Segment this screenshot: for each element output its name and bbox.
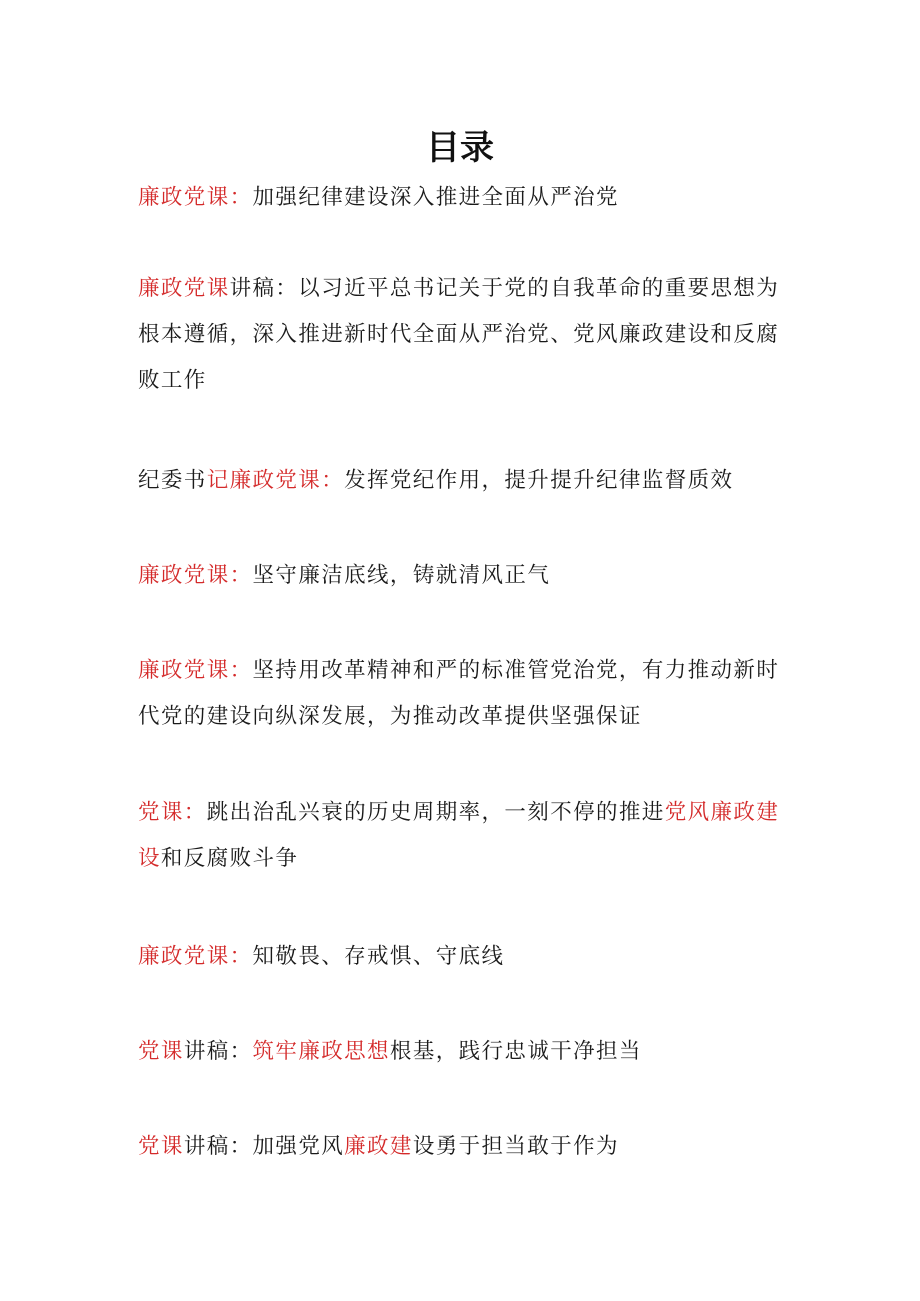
toc-entry-3-segment: 发挥党纪作用，提升提升纪律监督质效 xyxy=(344,468,734,493)
toc-entry-6[interactable] xyxy=(138,790,798,882)
toc-entry-9-segment: 廉政建 xyxy=(344,1134,413,1159)
toc-entry-1-segment: 廉政党课： xyxy=(138,185,253,210)
toc-entry-8-segment: 党课 xyxy=(138,1039,184,1064)
toc-entry-1-segment: 加强纪律建设深入推进全面从严治党 xyxy=(252,185,619,210)
toc-entry-4[interactable] xyxy=(138,553,798,599)
toc-entry-3-segment: 记廉政党课： xyxy=(206,468,345,493)
toc-entry-5-segment: 廉政党课： xyxy=(138,658,253,683)
toc-title: 目录 xyxy=(426,128,494,168)
toc-entry-7-segment: 知敬畏、存戒惧、守底线 xyxy=(252,944,505,969)
toc-entry-8-segment: 讲稿： xyxy=(183,1039,253,1064)
toc-entry-8[interactable] xyxy=(138,1029,798,1075)
toc-entry-9-segment: 讲稿：加强党风 xyxy=(183,1134,345,1159)
toc-entry-6-segment: 党风廉政建设 xyxy=(138,800,780,871)
toc-entry-9[interactable] xyxy=(138,1124,798,1170)
toc-entry-4-segment: 廉政党课： xyxy=(138,563,253,588)
toc-entry-6-segment: 党课： xyxy=(138,800,207,825)
toc-entry-6-segment: 和反腐败斗争 xyxy=(160,846,299,871)
toc-entry-1[interactable] xyxy=(138,175,798,221)
toc-entry-5[interactable] xyxy=(138,648,798,740)
toc-entry-2-segment: 讲稿：以习近平总书记关于党的自我革命的重要思想为根本遵循，深入推进新时代全面从严治党、党风廉政建设和反腐败工作 xyxy=(138,276,780,393)
toc-entry-2[interactable] xyxy=(138,266,798,404)
toc-entry-4-segment: 坚守廉洁底线，铸就清风正气 xyxy=(252,563,551,588)
toc-entry-7-segment: 廉政党课： xyxy=(138,944,253,969)
toc-entry-8-segment: 筑牢廉政思想 xyxy=(252,1039,390,1064)
toc-entry-9-segment: 党课 xyxy=(138,1134,184,1159)
toc-entry-3[interactable] xyxy=(138,458,798,504)
toc-entry-9-segment: 设勇于担当敢于作为 xyxy=(412,1134,619,1159)
toc-entry-6-segment: 跳出治乱兴衰的历史周期率，一刻不停的推进 xyxy=(206,800,665,825)
toc-entry-7[interactable] xyxy=(138,934,798,980)
toc-entry-5-segment: 坚持用改革精神和严的标准管党治党，有力推动新时代党的建设向纵深发展，为推动改革提供坚强保证 xyxy=(138,658,780,729)
toc-entry-3-segment: 纪委书 xyxy=(138,468,207,493)
toc-entry-2-segment: 廉政党课 xyxy=(138,276,230,301)
toc-entry-8-segment: 根基，践行忠诚干净担当 xyxy=(389,1039,642,1064)
